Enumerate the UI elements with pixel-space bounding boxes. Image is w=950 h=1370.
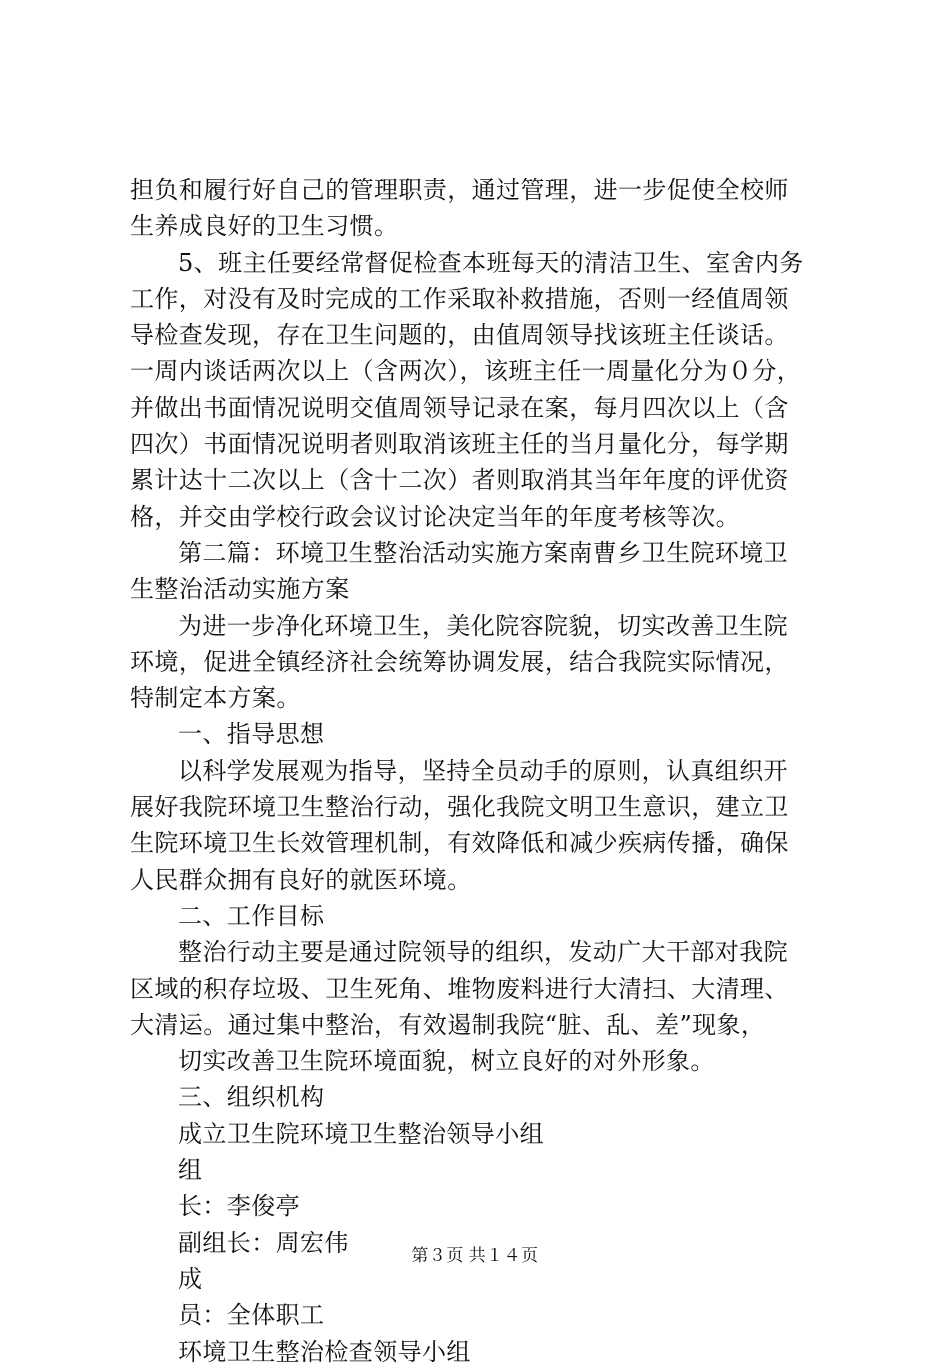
- text-line: 生养成良好的卫生习惯。: [130, 212, 399, 241]
- text-line: 区域的积存垃圾、卫生死角、堆物废料进行大清扫、大清理、: [130, 974, 789, 1003]
- text-line: 成立卫生院环境卫生整治领导小组: [178, 1119, 544, 1148]
- text-line: 并做出书面情况说明交值周领导记录在案，每月四次以上（含: [130, 393, 789, 422]
- text-line: 导检查发现，存在卫生问题的，由值周领导找该班主任谈话。: [130, 321, 789, 350]
- text-line: 一、指导思想: [178, 720, 325, 749]
- page-footer: 第３页 共１４页: [411, 1246, 539, 1265]
- text-line: 生院环境卫生长效管理机制，有效降低和减少疾病传播，确保: [130, 829, 789, 858]
- text-line: 组: [178, 1156, 203, 1185]
- text-line: 格，并交由学校行政会议讨论决定当年的年度考核等次。: [130, 502, 740, 531]
- text-line: 员：全体职工: [178, 1301, 325, 1330]
- text-line: 长：李俊亭: [178, 1192, 300, 1221]
- text-line: 特制定本方案。: [130, 684, 301, 713]
- text-line: 环境，促进全镇经济社会统筹协调发展，结合我院实际情况，: [130, 647, 789, 676]
- text-line: 生整治活动实施方案: [130, 575, 350, 604]
- text-line: 人民群众拥有良好的就医环境。: [130, 865, 472, 894]
- text-line: 第二篇：环境卫生整治活动实施方案南曹乡卫生院环境卫: [178, 538, 788, 567]
- text-line: 成: [178, 1264, 203, 1293]
- text-line: 大清运。通过集中整治，有效遏制我院“脏、乱、差”现象，: [130, 1010, 766, 1039]
- text-line: 工作，对没有及时完成的工作采取补救措施，否则一经值周领: [130, 284, 789, 313]
- text-line: 累计达十二次以上（含十二次）者则取消其当年年度的评优资: [130, 466, 789, 495]
- text-line: 环境卫生整治检查领导小组: [178, 1337, 471, 1366]
- text-line: 三、组织机构: [178, 1083, 325, 1112]
- text-line: 副组长：周宏伟: [178, 1228, 349, 1257]
- document-body: [130, 172, 845, 1370]
- text-line: 一周内谈话两次以上（含两次），该班主任一周量化分为０分，: [130, 357, 802, 386]
- text-line: 切实改善卫生院环境面貌，树立良好的对外形象。: [178, 1047, 715, 1076]
- text-line: 担负和履行好自己的管理职责，通过管理，进一步促使全校师: [130, 176, 789, 204]
- text-line: 二、工作目标: [178, 901, 325, 930]
- text-line: 整治行动主要是通过院领导的组织，发动广大干部对我院: [178, 938, 788, 967]
- text-line: 展好我院环境卫生整治行动，强化我院文明卫生意识，建立卫: [130, 793, 789, 822]
- text-line: 5、班主任要经常督促检查本班每天的清洁卫生、室舍内务: [178, 248, 804, 277]
- text-line: 四次）书面情况说明者则取消该班主任的当月量化分，每学期: [130, 430, 789, 459]
- text-line: 为进一步净化环境卫生，美化院容院貌，切实改善卫生院: [178, 611, 788, 640]
- text-line: 以科学发展观为指导，坚持全员动手的原则，认真组织开: [178, 756, 788, 785]
